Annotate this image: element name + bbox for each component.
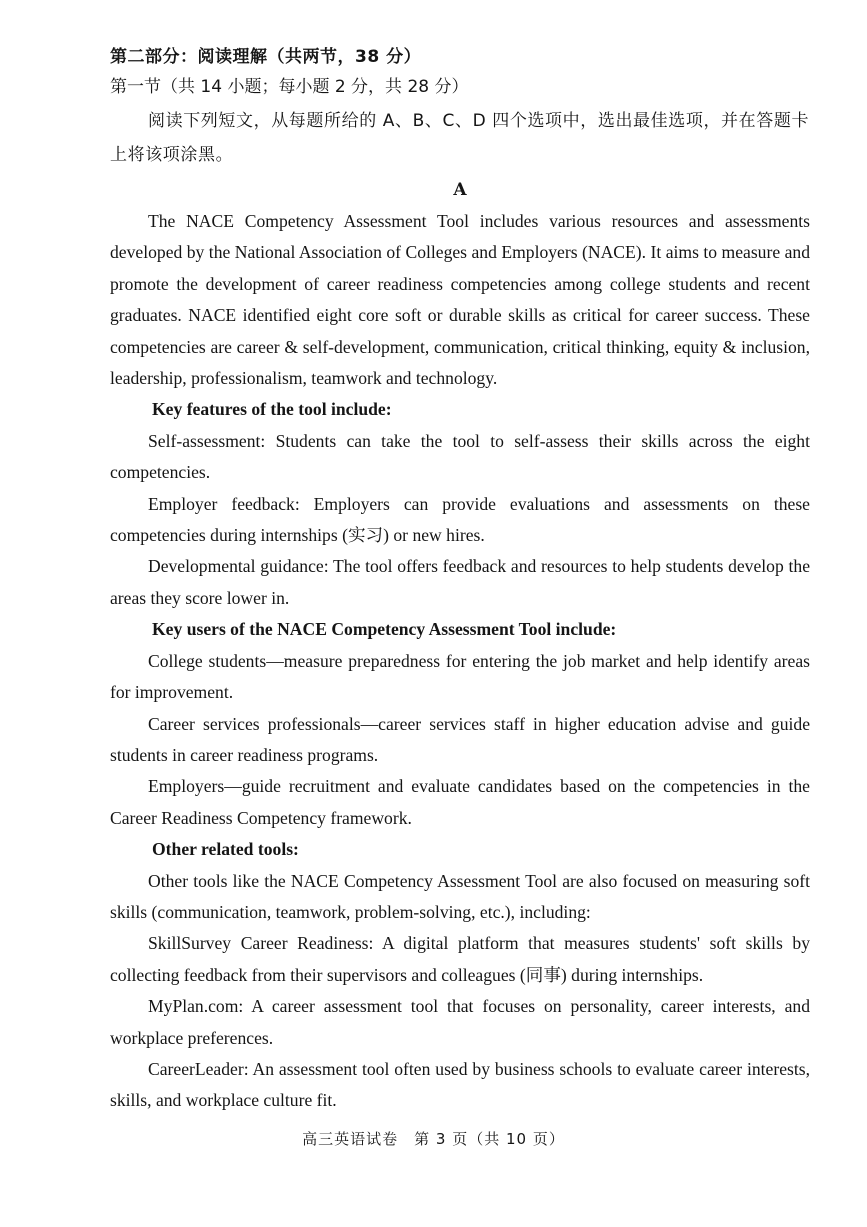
other-tool-item: SkillSurvey Career Readiness: A digital platform that measures students' soft skills by collecting feedback from their supervisors and colleagues (同事) during internships. — [110, 933, 810, 985]
passage-letter: A — [453, 180, 467, 200]
user-item: College students—measure preparedness for entering the job market and help identify areas for improvement. — [110, 650, 810, 703]
other-tools-intro: Other tools like the NACE Competency Assessment Tool are also focused on measuring soft skills (communication, teamwork, problem-solving, etc.), including: — [110, 870, 810, 922]
section-title: 第一节（共 14 小题；每小题 2 分，共 28 分） — [110, 77, 469, 97]
page-footer: 高三英语试卷 第 3 页（共 10 页） — [302, 1130, 565, 1148]
instructions: 阅读下列短文，从每题所给的 A、B、C、D 四个选项中，选出最佳选项，并在答题卡上将该项涂黑。 — [110, 111, 810, 165]
feature-item: Developmental guidance: The tool offers feedback and resources to help students develop the areas they score lower in. — [110, 556, 810, 608]
feature-item: Self-assessment: Students can take the tool to self-assess their skills across the eight competencies. — [110, 430, 810, 483]
user-item: Career services professionals—career services staff in higher education advise and guide students in career readiness programs. — [110, 713, 810, 765]
passage-intro: The NACE Competency Assessment Tool includes various resources and assessments developed by the National Association of Colleges and Employers (NACE). It aims to measure and promote the development of career readiness competencies among college students and recent graduates. NACE identified eight core soft or durable skills as critical for career success. These competencies are career & self-development, communication, critical thinking, equity & inclusion, leadership, professionalism, teamwork and technology. — [110, 211, 810, 389]
other-tools-heading: Other related tools: — [152, 839, 299, 860]
features-heading: Key features of the tool include: — [152, 399, 392, 420]
other-tool-item: MyPlan.com: A career assessment tool that focuses on personality, career interests, and workplace preferences. — [110, 996, 810, 1048]
exam-page — [110, 42, 810, 1117]
users-heading: Key users of the NACE Competency Assessment Tool include: — [152, 619, 617, 640]
user-item: Employers—guide recruitment and evaluate candidates based on the competencies in the Career Readiness Competency framework. — [110, 776, 810, 828]
feature-item: Employer feedback: Employers can provide evaluations and assessments on these competencies during internships (实习) or new hires. — [110, 493, 810, 546]
other-tool-item: CareerLeader: An assessment tool often used by business schools to evaluate career interests, skills, and workplace culture fit. — [110, 1058, 810, 1111]
part-title: 第二部分：阅读理解（共两节，38 分） — [110, 47, 422, 67]
